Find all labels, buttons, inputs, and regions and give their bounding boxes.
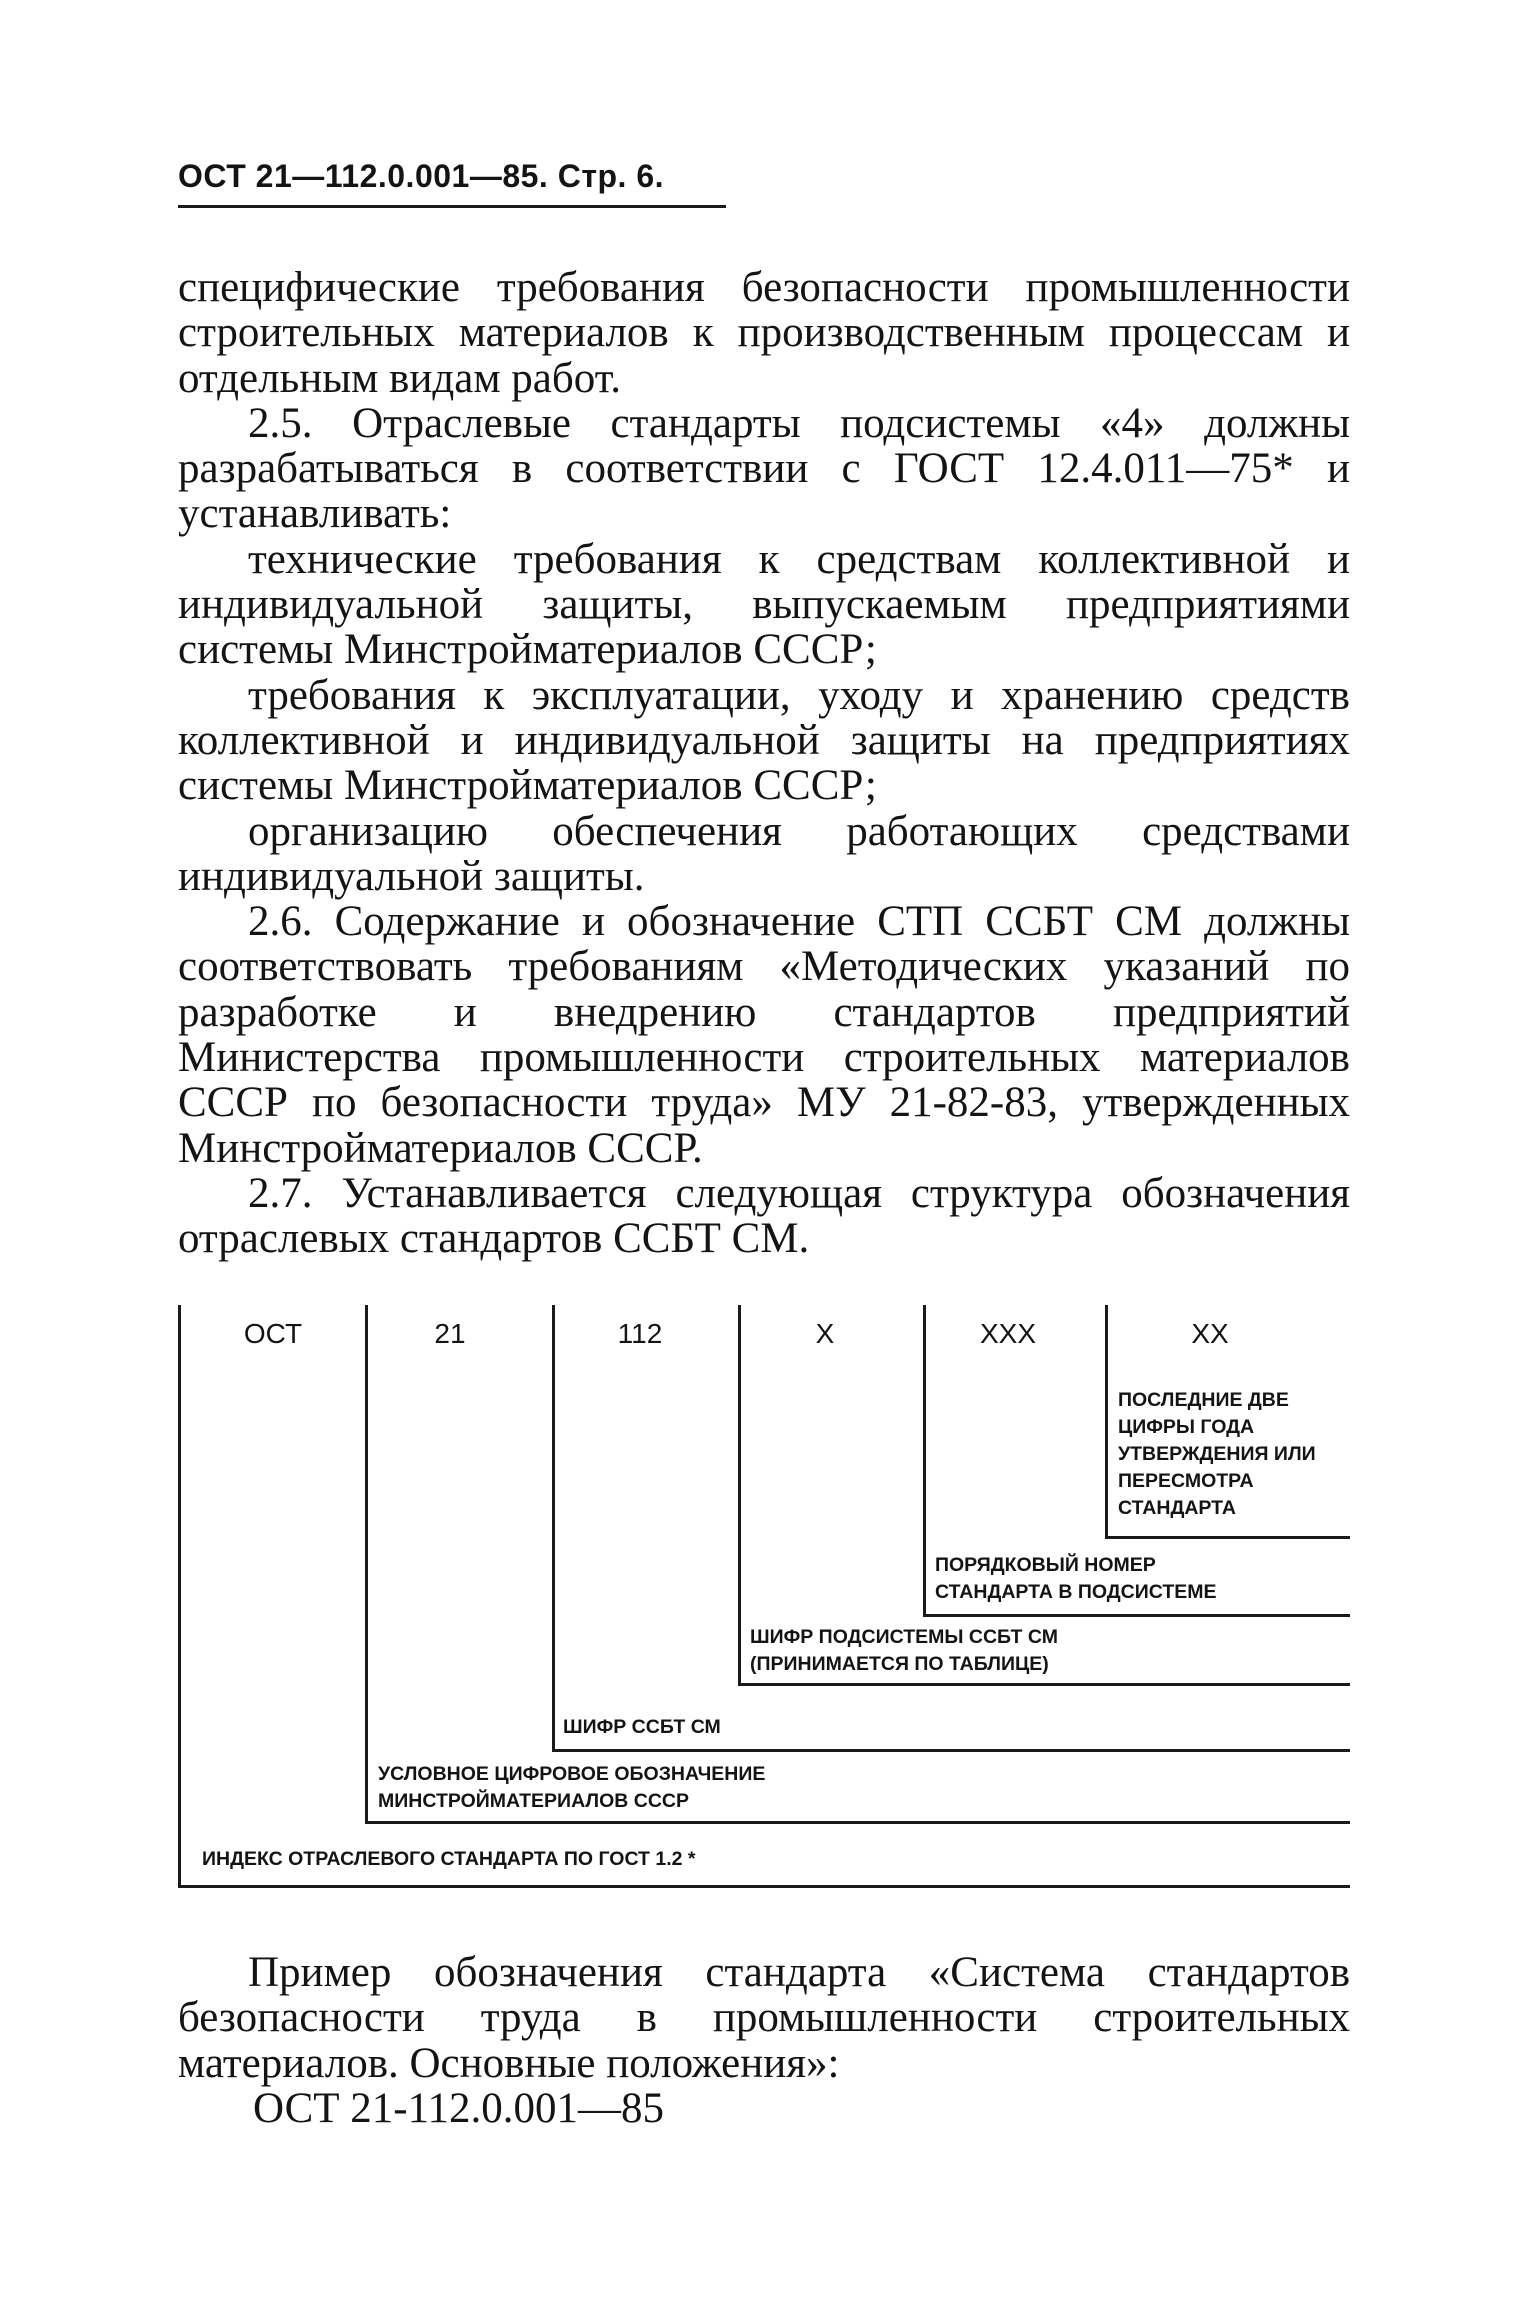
code-xx: ХХ bbox=[1191, 1318, 1229, 1349]
header-rule bbox=[178, 205, 726, 208]
code-112: 112 bbox=[617, 1318, 663, 1349]
page-header: ОСТ 21—112.0.001—85. Стр. 6. bbox=[178, 158, 664, 194]
code-x: Х bbox=[815, 1318, 835, 1349]
label-year: ПОСЛЕДНИЕ ДВЕ ЦИФРЫ ГОДА УТВЕРЖДЕНИЯ ИЛИ ПЕРЕСМОТРА СТАНДАРТА bbox=[1118, 1389, 1316, 1519]
label-index: ИНДЕКС ОТРАСЛЕВОГО СТАНДАРТА ПО ГОСТ 1.2 * bbox=[202, 1848, 696, 1870]
scheme-line-21 bbox=[365, 1305, 368, 1824]
scheme-rule-ssbt bbox=[552, 1749, 1350, 1752]
scheme-rule-subsystem bbox=[738, 1683, 1350, 1686]
scheme-line-xxx bbox=[923, 1305, 926, 1617]
paragraph-technical-requirements: технические требования к средствам коллективной и индивидуальной защиты, выпускаемым предприятиями системы Минстройматериалов СССР; bbox=[178, 535, 1350, 674]
scheme-rule-year bbox=[1105, 1536, 1350, 1539]
paragraph-2-7: 2.7. Устанавливается следующая структура обозначения отраслевых стандартов ССБТ СМ. bbox=[178, 1169, 1350, 1263]
scheme-rule-index bbox=[178, 1885, 1350, 1888]
code-ost: ОСТ bbox=[243, 1318, 303, 1349]
example-block bbox=[178, 1950, 1350, 2131]
scheme-line-112 bbox=[552, 1305, 555, 1752]
paragraph-continued: специфические требования безопасности промышленности строительных материалов к производственным процессам и отдельным видам работ. bbox=[178, 264, 1350, 402]
scheme-line-x bbox=[738, 1305, 741, 1686]
scheme-rule-ministry bbox=[365, 1821, 1350, 1824]
body-text bbox=[178, 265, 1350, 1262]
label-subsystem: ШИФР ПОДСИСТЕМЫ ССБТ СМ (ПРИНИМАЕТСЯ ПО ТАБЛИЦЕ) bbox=[750, 1626, 1058, 1675]
paragraph-2-5: 2.5. Отраслевые стандарты подсистемы «4» должны разрабатываться в соответствии с ГОСТ 12.4.011—75* и устанавливать: bbox=[178, 399, 1350, 538]
label-ssbt: ШИФР ССБТ СМ bbox=[563, 1716, 721, 1738]
example-code: ОСТ 21-112.0.001—85 bbox=[253, 2084, 664, 2132]
scheme-line-xx bbox=[1105, 1305, 1108, 1539]
code-xxx: ХХХ bbox=[979, 1318, 1037, 1349]
paragraph-organization: организацию обеспечения работающих средствами индивидуальной защиты. bbox=[178, 807, 1350, 900]
example-text: Пример обозначения стандарта «Система стандартов безопасности труда в промышленности строительных материалов. Основные положения»: bbox=[178, 1949, 1350, 2087]
scheme-line-ost bbox=[178, 1305, 181, 1888]
paragraph-2-6: 2.6. Содержание и обозначение СТП ССБТ СМ должны соответствовать требованиям «Методических указаний по разработке и внедрению стандартов предприятий Министерства промышленности строительных материалов СССР по безопасности труда» МУ 21-82-83, утвержденных Минстройматериалов СССР. bbox=[178, 898, 1350, 1172]
paragraph-operation-requirements: требования к эксплуатации, уходу и хранению средств коллективной и индивидуальной защиты на предприятиях системы Минстройматериалов СССР; bbox=[178, 671, 1350, 810]
label-number: ПОРЯДКОВЫЙ НОМЕР СТАНДАРТА В ПОДСИСТЕМЕ bbox=[935, 1554, 1217, 1603]
scheme-rule-number bbox=[923, 1614, 1350, 1617]
label-ministry: УСЛОВНОЕ ЦИФРОВОЕ ОБОЗНАЧЕНИЕ МИНСТРОЙМАТЕРИАЛОВ СССР bbox=[378, 1763, 766, 1812]
code-21: 21 bbox=[434, 1318, 466, 1349]
